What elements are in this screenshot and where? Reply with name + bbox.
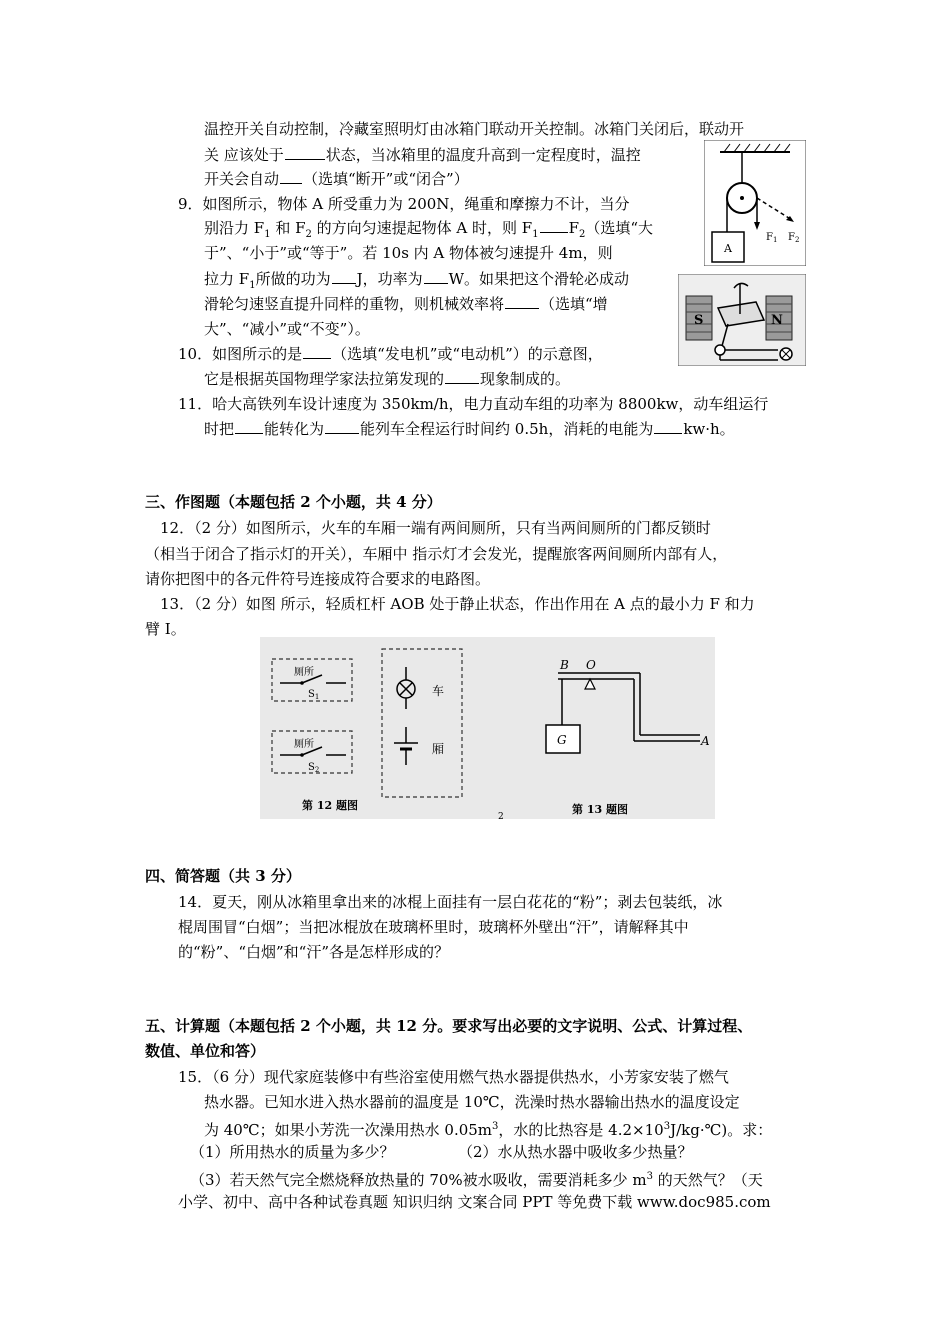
question-13-line-1: 13．（2 分）如图 所示，轻质杠杆 AOB 处于静止状态，作出作用在 A 点的最小力 F 和力 (160, 595, 755, 613)
question-15-line-2: 热水器。已知水进入热水器前的温度是 10℃，洗澡时热水器输出热水的温度设定 (204, 1093, 740, 1111)
text-line-3: 开关会自动 （选填“断开”或“闭合”） (204, 170, 469, 188)
page-mark: 2 (498, 812, 504, 819)
answer-blank (654, 418, 682, 434)
footer-ad: 小学、初中、高中各种试卷真题 知识归纳 文案合同 PPT 等免费下载 www.doc985.com (178, 1193, 771, 1211)
figure-13-caption: 第 13 题图 (572, 803, 628, 816)
question-11-line-1: 11．哈大高铁列车设计速度为 350km/h，电力直动车组的功率为 8800kw，动车组运行 (178, 395, 769, 413)
question-9-line-3: 于”、“小于”或“等于”。若 10s 内 A 物体被匀速提升 4m，则 (204, 244, 613, 262)
answer-blank (280, 168, 302, 184)
section-5-heading-1: 五、计算题（本题包括 2 个小题，共 12 分。要求写出必要的文字说明、公式、计算过程、 (145, 1017, 753, 1035)
text-line-2: 关 应该处于 状态，当冰箱里的温度升高到一定程度时，温控 (204, 146, 641, 164)
answer-blank (235, 418, 263, 434)
answer-blank (285, 144, 325, 160)
switch-2-name: $S_2$ (308, 762, 320, 774)
question-9-line-1: 9．如图所示，物体 A 所受重力为 200N，绳重和摩擦力不计，当分 (178, 195, 630, 213)
switch-2-label: 厕所 (294, 739, 314, 750)
answer-blank (332, 268, 356, 284)
lever-label-g: G (557, 733, 567, 747)
question-9-line-5: 滑轮匀速竖直提升同样的重物，则机械效率将 （选填“增 (204, 295, 608, 313)
pulley-figure (704, 140, 806, 266)
section-5-heading-2: 数值、单位和答） (145, 1042, 266, 1060)
lever-label-b: B (560, 658, 569, 672)
answer-blank (303, 343, 331, 359)
pulley-label-f2: $F_2$ (788, 232, 800, 244)
answer-blank (424, 268, 448, 284)
question-15-subquestion-2: （2）水从热水器中吸收多少热量？ (458, 1143, 693, 1161)
lever-label-o: O (586, 658, 596, 672)
question-12-line-2: （相当于闭合了指示灯的开关），车厢中 指示灯才会发光，提醒旅客两间厕所内部有人， (145, 545, 728, 563)
question-14-line-2: 棍周围冒“白烟”；当把冰棍放在玻璃杯里时，玻璃杯外壁出“汗”，请解释其中 (178, 918, 689, 936)
question-12-line-1: 12．（2 分）如图所示，火车的车厢一端有两间厕所，只有当两间厕所的门都反锁时 (160, 519, 711, 537)
motor-label-n: N (771, 313, 783, 328)
compartment-label: 厢 (432, 742, 445, 756)
answer-blank (505, 293, 539, 309)
question-9-line-2: 别沿力 $F_1$ 和 $F_2$ 的方向匀速提起物体 A 时，则 $F_1$ $F_2$（选填“大 (204, 219, 654, 240)
pulley-label-a: A (724, 242, 732, 255)
question-9-line-4: 拉力 $F_1$所做的功为 J，功率为 W。如果把这个滑轮必成动 (204, 270, 630, 291)
question-14-line-3: 的“粉”、“白烟”和“汗”各是怎样形成的？ (178, 943, 450, 961)
question-13-line-2: 臂 I。 (145, 620, 186, 638)
question-15-subquestion-3: （3）若天然气完全燃烧释放热量的 70%被水吸收，需要消耗多少 $m^3$ 的天然气？（天 (190, 1171, 763, 1189)
switch-1-name: $S_1$ (308, 689, 320, 701)
answer-blank (540, 217, 568, 233)
text-line-1: 温控开关自动控制，冷藏室照明灯由冰箱门联动开关控制。冰箱门关闭后，联动开 (204, 120, 745, 138)
lever-label-a: A (701, 734, 710, 748)
switch-1-label: 厕所 (294, 667, 314, 678)
question-15-line-1: 15．（6 分）现代家庭装修中有些浴室使用燃气热水器提供热水，小芳家安装了燃气 (178, 1068, 729, 1086)
motor-label-s: S (694, 313, 704, 328)
section-3-heading: 三、作图题（本题包括 2 个小题，共 4 分） (145, 493, 442, 511)
section-4-heading: 四、简答题（共 3 分） (145, 867, 301, 885)
question-9-line-6: 大”、“减小”或“不变”）。 (204, 320, 370, 338)
question-15-line-3: 为 40℃；如果小芳洗一次澡用热水 $0.05m^3$，水的比热容是 $4.2\times 10^3J/kg\cdot℃$)。求： (204, 1121, 773, 1139)
question-14-line-1: 14．夏天，刚从冰箱里拿出来的冰棍上面挂有一层白花花的“粉”；剥去包装纸，冰 (178, 893, 723, 911)
question-11-line-2: 时把 能转化为 能列车全程运行时间约 0.5h，消耗的电能为 kw·h。 (204, 420, 735, 438)
figure-12-caption: 第 12 题图 (302, 799, 358, 812)
pulley-label-f1: $F_1$ (766, 232, 778, 244)
question-10-line-1: 10．如图所示的是 （选填“发电机”或“电动机”）的示意图， (178, 345, 603, 363)
answer-blank (445, 368, 479, 384)
car-label: 车 (432, 684, 445, 698)
answer-blank (325, 418, 359, 434)
circuit-and-lever-figure (260, 637, 715, 819)
motor-figure (678, 274, 806, 366)
question-15-subquestion-1: （1）所用热水的质量为多少？ (190, 1143, 395, 1161)
question-10-line-2: 它是根据英国物理学家法拉第发现的 现象制成的。 (204, 370, 571, 388)
question-12-line-3: 请你把图中的各元件符号连接成符合要求的电路图。 (145, 570, 491, 588)
